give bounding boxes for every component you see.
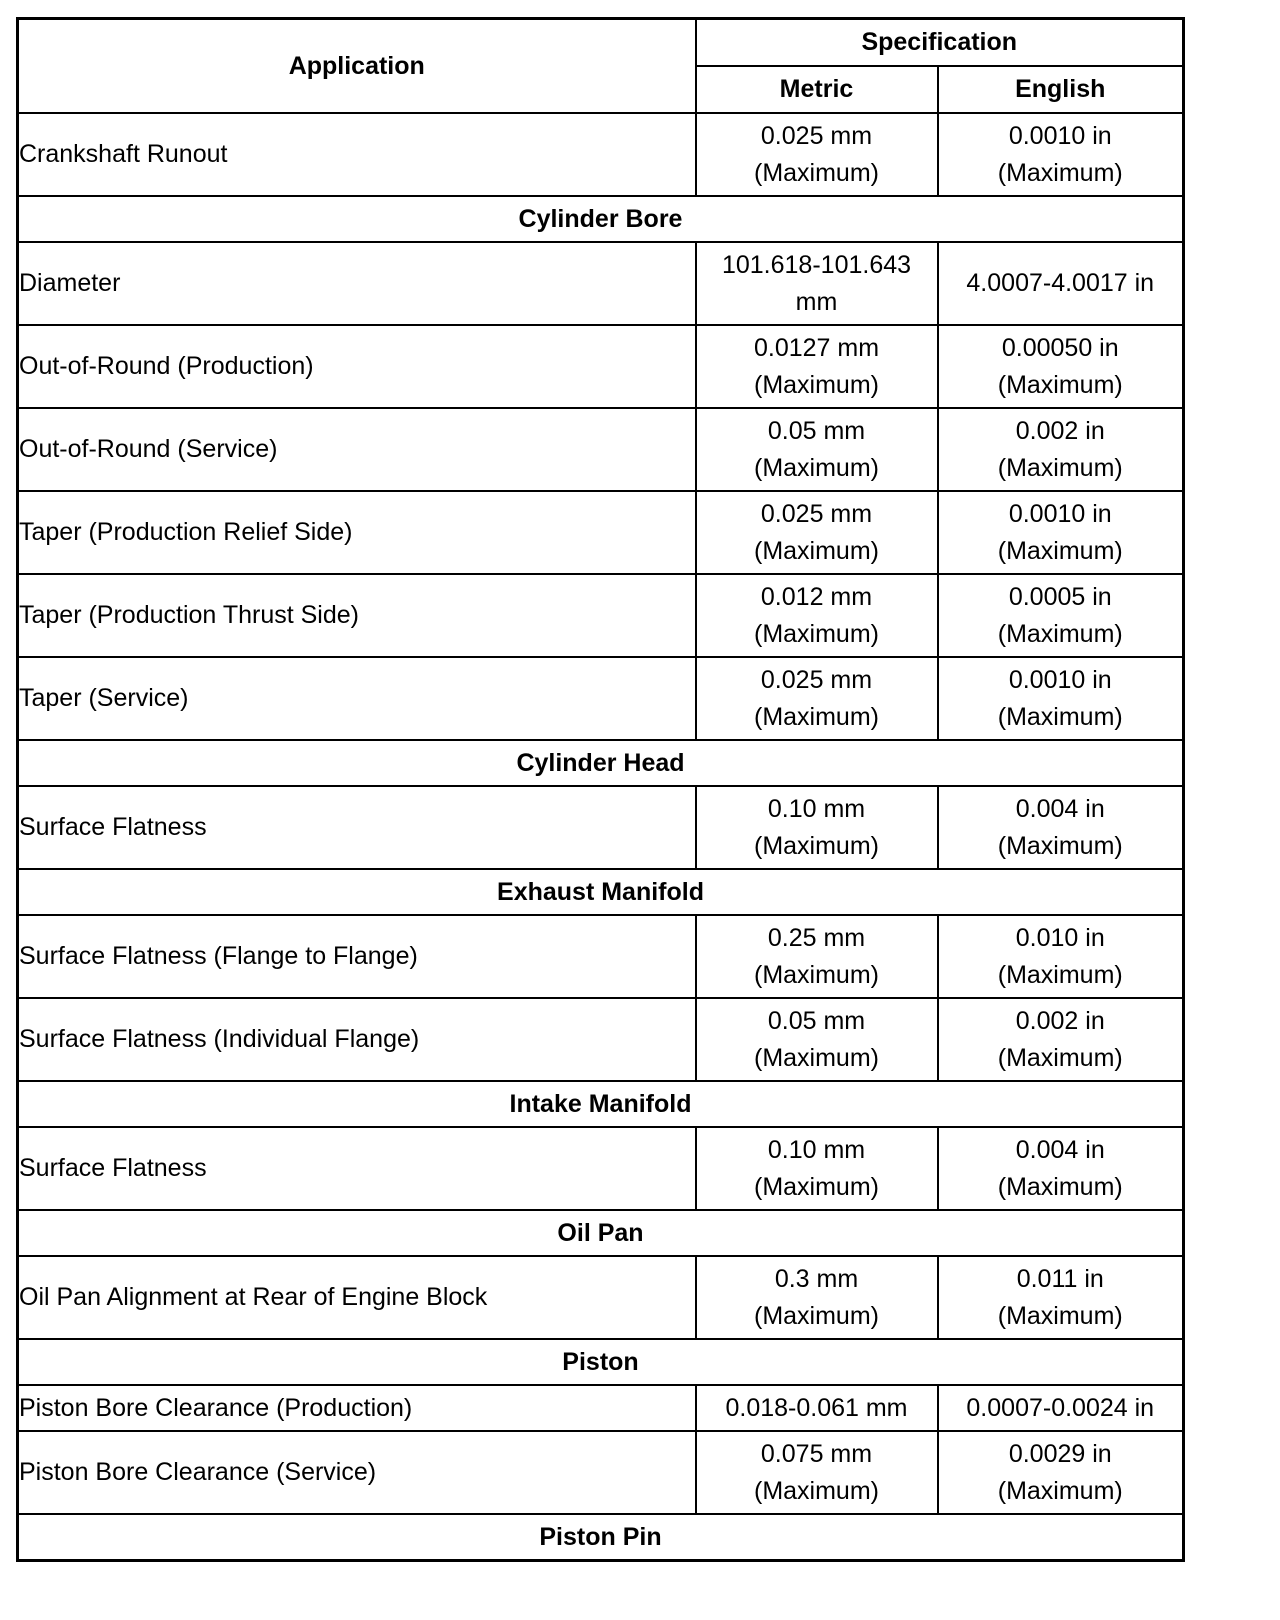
metric-cell: 0.0127 mm (Maximum) <box>696 325 938 408</box>
table-row <box>18 1127 1184 1210</box>
application-cell: Crankshaft Runout <box>18 113 696 196</box>
english-cell: 0.0005 in (Maximum) <box>938 574 1184 657</box>
application-cell: Surface Flatness <box>18 786 696 869</box>
english-cell: 0.010 in (Maximum) <box>938 915 1184 998</box>
table-row <box>18 1385 1184 1431</box>
english-cell: 0.004 in (Maximum) <box>938 786 1184 869</box>
section-title-piston-pin: Piston Pin <box>18 1514 1184 1561</box>
table-row <box>18 998 1184 1081</box>
metric-cell: 0.10 mm (Maximum) <box>696 1127 938 1210</box>
metric-cell: 0.25 mm (Maximum) <box>696 915 938 998</box>
section-row <box>18 740 1184 786</box>
table-row <box>18 786 1184 869</box>
engine-spec-table <box>16 17 1185 1562</box>
english-cell: 0.0010 in (Maximum) <box>938 113 1184 196</box>
section-title-cylinder-bore: Cylinder Bore <box>18 196 1184 242</box>
english-cell: 0.004 in (Maximum) <box>938 1127 1184 1210</box>
english-cell: 4.0007-4.0017 in <box>938 242 1184 325</box>
application-cell: Oil Pan Alignment at Rear of Engine Block <box>18 1256 696 1339</box>
metric-cell: 0.018-0.061 mm <box>696 1385 938 1431</box>
english-cell: 0.002 in (Maximum) <box>938 408 1184 491</box>
metric-cell: 0.05 mm (Maximum) <box>696 998 938 1081</box>
table-row <box>18 657 1184 740</box>
section-row <box>18 1210 1184 1256</box>
application-cell: Piston Bore Clearance (Production) <box>18 1385 696 1431</box>
english-cell: 0.00050 in (Maximum) <box>938 325 1184 408</box>
section-title-oil-pan: Oil Pan <box>18 1210 1184 1256</box>
metric-cell: 0.012 mm (Maximum) <box>696 574 938 657</box>
table-row <box>18 113 1184 196</box>
table-row <box>18 574 1184 657</box>
application-cell: Out-of-Round (Production) <box>18 325 696 408</box>
section-row <box>18 1081 1184 1127</box>
metric-cell: 101.618-101.643 mm <box>696 242 938 325</box>
application-cell: Taper (Production Relief Side) <box>18 491 696 574</box>
application-cell: Diameter <box>18 242 696 325</box>
metric-cell: 0.05 mm (Maximum) <box>696 408 938 491</box>
table-row <box>18 408 1184 491</box>
english-cell: 0.0010 in (Maximum) <box>938 491 1184 574</box>
english-cell: 0.0029 in (Maximum) <box>938 1431 1184 1514</box>
metric-cell: 0.3 mm (Maximum) <box>696 1256 938 1339</box>
english-cell: 0.0010 in (Maximum) <box>938 657 1184 740</box>
application-cell: Taper (Production Thrust Side) <box>18 574 696 657</box>
metric-cell: 0.075 mm (Maximum) <box>696 1431 938 1514</box>
header-metric: Metric <box>696 66 938 113</box>
header-specification: Specification <box>696 19 1184 67</box>
metric-cell: 0.025 mm (Maximum) <box>696 113 938 196</box>
table-row <box>18 491 1184 574</box>
section-row <box>18 869 1184 915</box>
section-row <box>18 196 1184 242</box>
table-row <box>18 242 1184 325</box>
section-title-piston: Piston <box>18 1339 1184 1385</box>
english-cell: 0.011 in (Maximum) <box>938 1256 1184 1339</box>
application-cell: Piston Bore Clearance (Service) <box>18 1431 696 1514</box>
english-cell: 0.002 in (Maximum) <box>938 998 1184 1081</box>
header-application: Application <box>18 19 696 114</box>
section-row <box>18 1339 1184 1385</box>
application-cell: Surface Flatness (Flange to Flange) <box>18 915 696 998</box>
metric-cell: 0.025 mm (Maximum) <box>696 657 938 740</box>
table-row <box>18 1256 1184 1339</box>
metric-cell: 0.025 mm (Maximum) <box>696 491 938 574</box>
application-cell: Out-of-Round (Service) <box>18 408 696 491</box>
section-row <box>18 1514 1184 1561</box>
metric-cell: 0.10 mm (Maximum) <box>696 786 938 869</box>
table-row <box>18 325 1184 408</box>
table-row <box>18 915 1184 998</box>
section-title-cylinder-head: Cylinder Head <box>18 740 1184 786</box>
table-row <box>18 1431 1184 1514</box>
english-cell: 0.0007-0.0024 in <box>938 1385 1184 1431</box>
application-cell: Surface Flatness <box>18 1127 696 1210</box>
section-title-exhaust-manifold: Exhaust Manifold <box>18 869 1184 915</box>
application-cell: Taper (Service) <box>18 657 696 740</box>
header-english: English <box>938 66 1184 113</box>
application-cell: Surface Flatness (Individual Flange) <box>18 998 696 1081</box>
section-title-intake-manifold: Intake Manifold <box>18 1081 1184 1127</box>
